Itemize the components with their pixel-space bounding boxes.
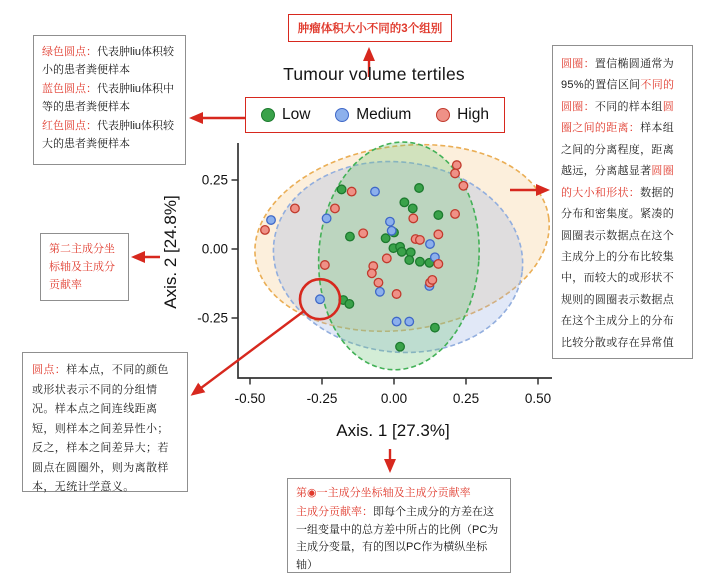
legend-dot-icon — [436, 108, 450, 122]
x-tick-label: 0.00 — [380, 391, 408, 406]
contribution-label: 主成分贡献率： — [296, 505, 373, 518]
color-key-desc: 代表肿liu体积中等的患者粪便样本 — [42, 82, 175, 114]
y-axis-title: Axis. 2 [24.8%] — [161, 195, 180, 309]
color-key-entry — [42, 43, 177, 80]
dots-text: 样本点，不同的颜色或形状表示不同的分组情况。样本点之间连线距离短，则样本之间差异性小；反之，样本之间差异大；若圆点在圆圈外，则为离散样本，无统计学意义。 — [32, 364, 169, 494]
ellipse-note-text: 样本组之间的分离程度，距离越远，分离越显著 — [561, 122, 675, 178]
legend-dot-icon — [335, 108, 349, 122]
ellipse-note-label: 圆圈： — [561, 58, 595, 70]
annotation-box-color-key — [33, 35, 186, 165]
callout-line-to-bottom-left-box — [193, 311, 304, 394]
ellipse-note-text: 数据的分布和密集度。紧凑的圆圈表示数据点在这个主成分上的分布比较集中，而较大的或形状不规则的圆圈表示数据点在这个主成分上的分布比较分散或存在异常值 — [561, 186, 675, 349]
x-tick-label: 0.25 — [452, 391, 480, 406]
annotation-box-ellipses — [552, 45, 693, 359]
legend-dot-icon — [261, 108, 275, 122]
ellipse-note-label: 不同的圆圈： — [561, 79, 675, 113]
ellipse-note-label: 圆圈的大小和形状： — [561, 165, 675, 199]
x-tick-label: -0.50 — [234, 391, 266, 406]
y-tick-label: 0.25 — [201, 172, 228, 188]
ellipse-note-text: 置信椭圆通常为95%的置信区间 — [561, 58, 675, 92]
x-tick-label: 0.50 — [524, 391, 552, 406]
ellipse-note-text: 不同的样本组 — [594, 100, 663, 113]
color-key-desc: 代表肿liu体积较小的患者粪便样本 — [42, 46, 175, 77]
callout-tumour-groups: 肿瘤体积大小不同的3个组别 — [288, 14, 452, 42]
legend-item-low — [261, 106, 310, 124]
x-axis-title: Axis. 1 [27.3%] — [336, 421, 450, 440]
color-key-label: 红色圆点： — [42, 119, 97, 132]
color-key-label: 蓝色圆点： — [42, 82, 97, 95]
axis1-title-line: 第◉一主成分坐标轴及主成分贡献率 — [296, 487, 471, 499]
color-key-entry — [42, 80, 177, 117]
chart-legend — [245, 97, 505, 133]
legend-label: Medium — [356, 106, 412, 123]
annotation-box-axis2: 第二主成分坐标轴及主成分贡献率 — [40, 233, 129, 301]
legend-item-medium — [335, 106, 411, 124]
annotation-box-dots — [22, 352, 188, 492]
chart-title: Tumour volume tertiles — [283, 64, 465, 84]
dots-label: 圆点： — [32, 364, 67, 376]
color-key-label: 绿色圆点： — [42, 46, 97, 58]
annotation-box-axis1 — [287, 478, 511, 573]
y-tick-label: 0.00 — [201, 241, 228, 257]
legend-label: Low — [282, 106, 311, 123]
y-tick-label: -0.25 — [197, 310, 228, 326]
legend-item-high — [436, 106, 489, 124]
contribution-text: 即每个主成分的方差在这一组变量中的总方差中所占的比例（PC为主成分变量，有的图以PC作为横纵坐标轴） — [296, 505, 499, 572]
contribution-paragraph — [296, 504, 502, 575]
ellipse-note-label: 圆圈之间的距离： — [561, 100, 675, 135]
x-tick-label: -0.25 — [306, 391, 338, 406]
color-key-entry — [42, 117, 177, 154]
legend-label: High — [457, 106, 489, 123]
color-key-desc: 代表肿liu体积较大的患者粪便样本 — [42, 119, 175, 151]
